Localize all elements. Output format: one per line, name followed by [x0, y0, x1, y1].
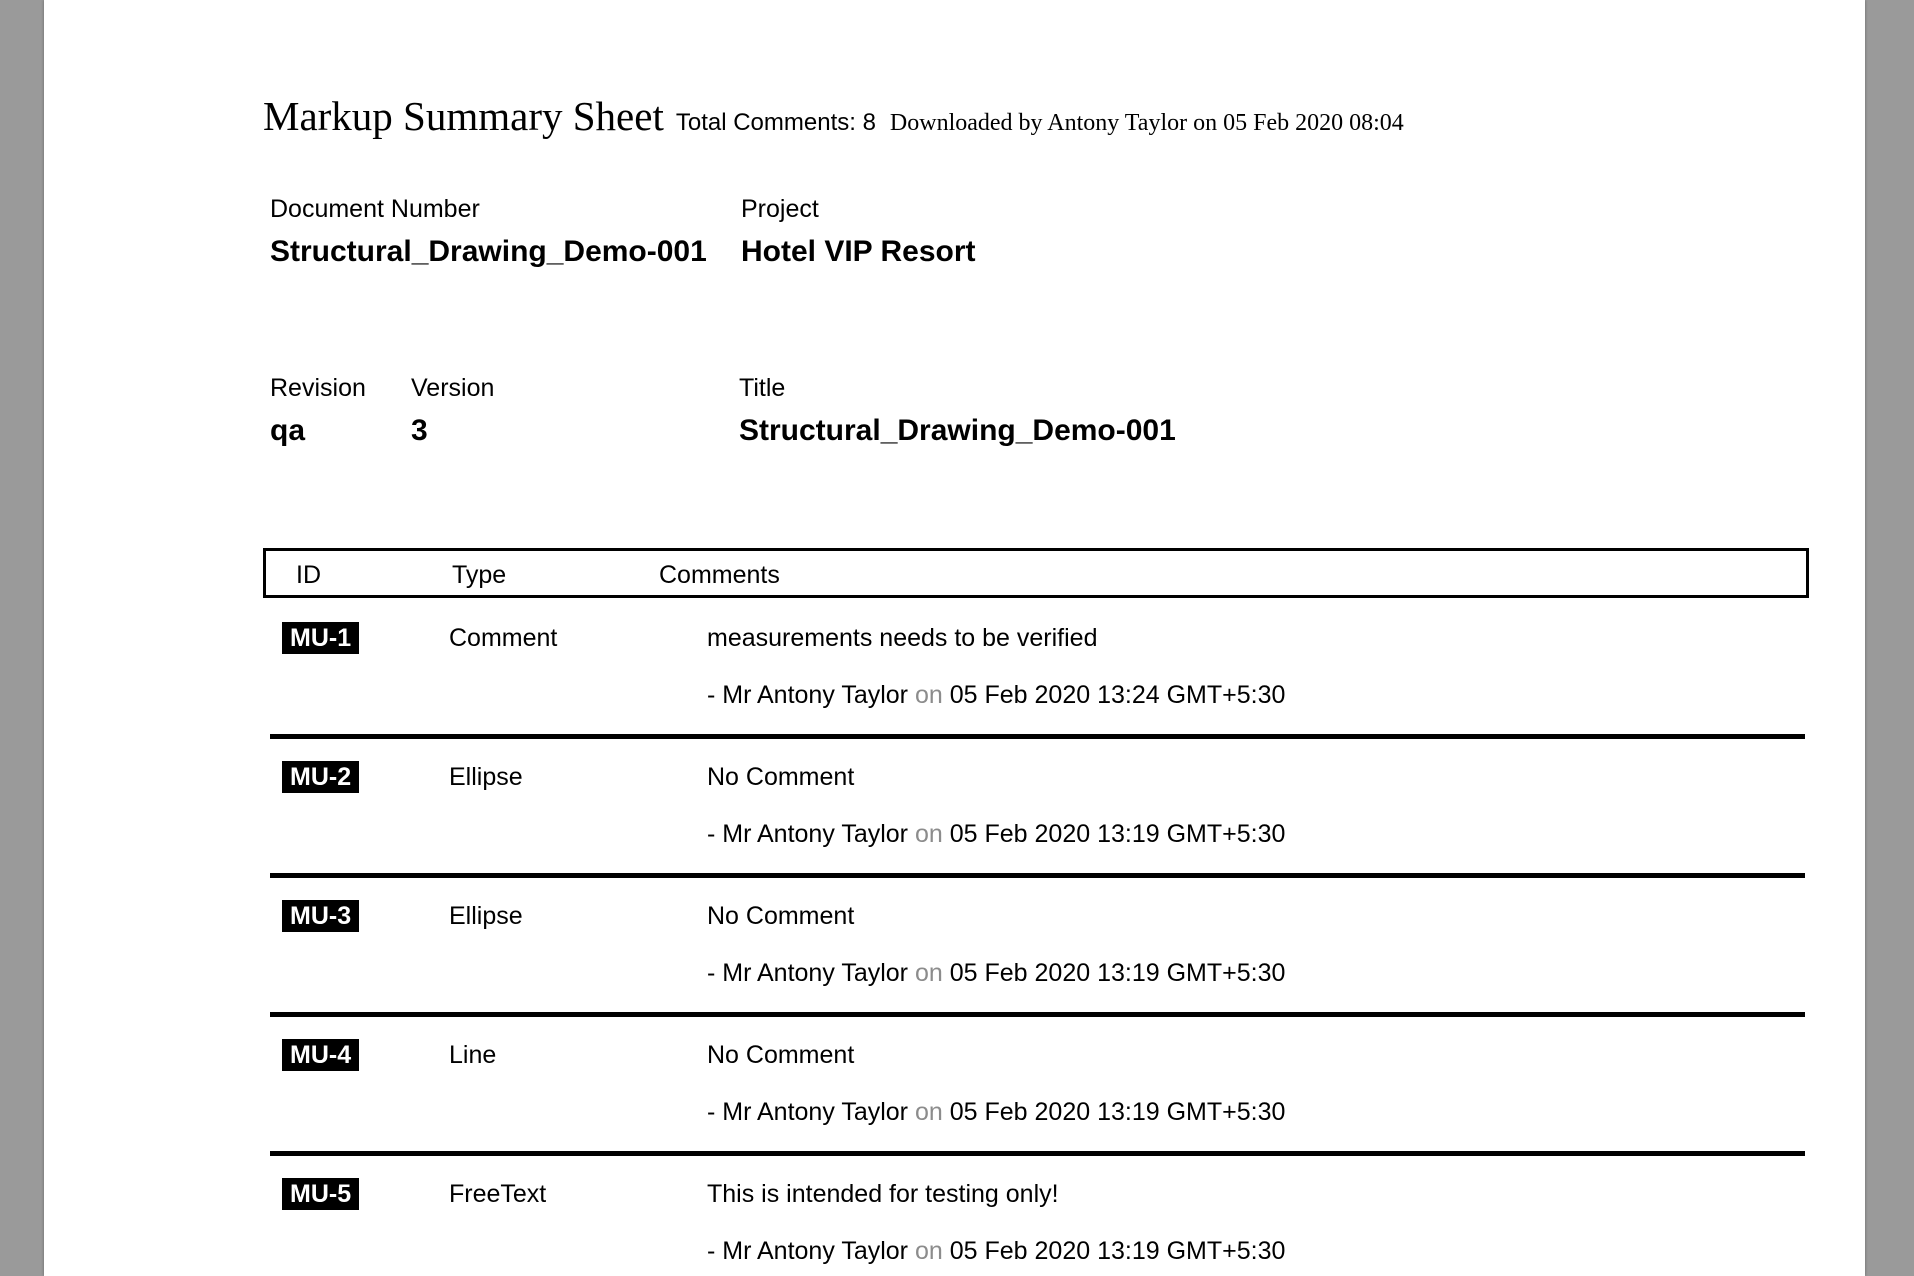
- page-title: Markup Summary Sheet: [263, 93, 664, 139]
- markup-author: - Mr Antony Taylor: [707, 820, 909, 848]
- column-header-id: ID: [296, 561, 321, 589]
- markup-type: Ellipse: [449, 902, 523, 930]
- markup-id-badge: MU-3: [282, 900, 359, 932]
- document-number-field: [270, 194, 707, 270]
- markup-row[interactable]: [270, 1017, 1805, 1156]
- markup-byline: [707, 1237, 1285, 1266]
- markup-type: FreeText: [449, 1180, 547, 1208]
- markup-date: 05 Feb 2020 13:19 GMT+5:30: [949, 1098, 1286, 1126]
- markup-author: - Mr Antony Taylor: [707, 1098, 909, 1126]
- markup-on: on: [914, 1098, 943, 1126]
- markup-comment: No Comment: [707, 763, 855, 791]
- markup-id-badge: MU-2: [282, 761, 359, 793]
- markup-byline: [707, 959, 1285, 988]
- markup-comment: measurements needs to be verified: [707, 624, 1098, 652]
- markup-comment: No Comment: [707, 1041, 855, 1069]
- markup-byline: [707, 820, 1285, 849]
- markup-comment: This is intended for testing only!: [707, 1180, 1059, 1208]
- comments-table-header: [263, 548, 1809, 598]
- markup-id-badge: MU-4: [282, 1039, 359, 1071]
- markup-byline: [707, 1098, 1285, 1127]
- markup-row[interactable]: [270, 600, 1805, 739]
- version-field: [411, 373, 494, 449]
- markup-type: Comment: [449, 624, 558, 652]
- title-value: Structural_Drawing_Demo-001: [739, 414, 1176, 447]
- markup-date: 05 Feb 2020 13:19 GMT+5:30: [949, 820, 1286, 848]
- markup-on: on: [914, 681, 943, 709]
- markup-id-badge: MU-5: [282, 1178, 359, 1210]
- markup-row[interactable]: [270, 739, 1805, 878]
- markup-date: 05 Feb 2020 13:19 GMT+5:30: [949, 959, 1286, 987]
- version-label: Version: [411, 374, 495, 402]
- document-number-label: Document Number: [270, 195, 480, 223]
- project-value: Hotel VIP Resort: [741, 235, 976, 268]
- project-label: Project: [741, 195, 819, 223]
- markup-comment: No Comment: [707, 902, 855, 930]
- downloaded-info: Downloaded by Antony Taylor on 05 Feb 2020 08:04: [889, 110, 1404, 136]
- version-value: 3: [411, 414, 428, 447]
- markup-byline: [707, 681, 1285, 710]
- markup-author: - Mr Antony Taylor: [707, 1237, 909, 1265]
- revision-field: [270, 373, 366, 449]
- column-header-comments: Comments: [659, 561, 780, 589]
- markup-row[interactable]: [270, 1156, 1805, 1276]
- document-page: [44, 0, 1865, 1276]
- markup-author: - Mr Antony Taylor: [707, 681, 909, 709]
- markup-date: 05 Feb 2020 13:24 GMT+5:30: [949, 681, 1286, 709]
- project-field: [741, 194, 976, 270]
- document-number-value: Structural_Drawing_Demo-001: [270, 235, 707, 268]
- total-comments: Total Comments: 8: [675, 109, 876, 136]
- markup-row[interactable]: [270, 878, 1805, 1017]
- markup-author: - Mr Antony Taylor: [707, 959, 909, 987]
- markup-type: Line: [449, 1041, 497, 1069]
- markup-id-badge: MU-1: [282, 622, 359, 654]
- summary-heading: [263, 92, 1404, 140]
- markup-type: Ellipse: [449, 763, 523, 791]
- revision-value: qa: [270, 414, 306, 447]
- title-field: [739, 373, 1176, 449]
- column-header-type: Type: [452, 561, 507, 589]
- title-label: Title: [739, 374, 786, 402]
- markup-on: on: [914, 1237, 943, 1265]
- markup-on: on: [914, 959, 943, 987]
- markup-date: 05 Feb 2020 13:19 GMT+5:30: [949, 1237, 1286, 1265]
- markup-on: on: [914, 820, 943, 848]
- revision-label: Revision: [270, 374, 366, 402]
